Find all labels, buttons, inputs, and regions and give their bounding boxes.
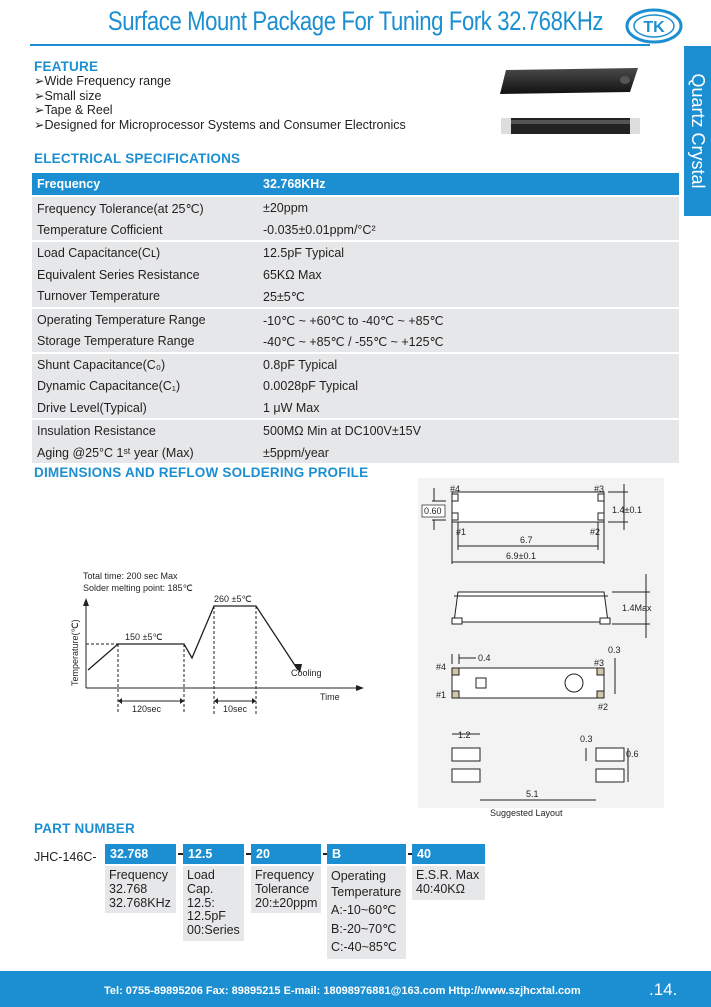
pin3-label: #3 <box>594 484 605 494</box>
spec-group <box>32 240 679 307</box>
spec-group <box>32 307 679 352</box>
spec-value: ±5ppm/year <box>263 445 329 460</box>
pin4-label: #4 <box>450 484 461 494</box>
pn-desc-line: B:-20~70℃ <box>331 921 397 936</box>
reflow-xlabel: Time <box>320 692 340 702</box>
dim-length-69: 6.9±0.1 <box>506 551 536 561</box>
dimension-drawing <box>418 478 664 823</box>
dim-pad-04: 0.4 <box>478 653 491 663</box>
pn-desc-line: 00:Series <box>187 923 240 938</box>
pn-desc-line: Operating <box>331 869 386 883</box>
dim-pad-06: 0.6 <box>626 749 639 759</box>
part-number-prefix: JHC-146C- <box>34 850 97 864</box>
pn-code-load-cap: 12.5 <box>183 844 244 864</box>
pn-desc-line: Tolerance <box>255 881 310 896</box>
dim-pad-060: 0.60 <box>424 506 442 516</box>
spec-row <box>32 197 679 219</box>
title-rule <box>30 44 650 46</box>
spec-row <box>32 375 679 397</box>
reflow-preheat-label: 150 ±5℃ <box>125 632 163 642</box>
spec-value: -40℃ ~ +85℃ / -55℃ ~ +125℃ <box>263 335 444 349</box>
spec-row <box>32 330 679 352</box>
spec-param: Frequency Tolerance(at 25℃) <box>37 202 204 216</box>
dim-pad-03b: 0.3 <box>580 734 593 744</box>
spec-param: Turnover Temperature <box>37 289 160 303</box>
spec-header-param: Frequency <box>37 177 101 191</box>
footer-contact: Tel: 0755-89895206 Fax: 89895215 E-mail: 18098976881@163.com Http://www.szjhcxtal.com <box>104 985 581 997</box>
pn-desc-line: Frequency <box>255 868 315 882</box>
feature-item: ➢Wide Frequency range <box>34 74 171 88</box>
pn-desc-temperature <box>327 866 406 959</box>
pn-desc-line: 32.768KHz <box>109 895 171 910</box>
dim-height-14max: 1.4Max <box>622 603 652 613</box>
spec-param: Operating Temperature Range <box>37 312 206 327</box>
pn-desc-line: Temperature <box>331 884 402 899</box>
dim-pad-03: 0.3 <box>608 645 621 655</box>
reflow-time-120: 120sec <box>132 704 162 714</box>
reflow-profile-diagram <box>66 566 366 721</box>
reflow-ylabel: Temperature(℃) <box>70 619 80 686</box>
pn-desc-line: 12.5: <box>187 895 215 910</box>
crystal-product-photo <box>498 62 643 142</box>
spec-header-row <box>32 173 679 195</box>
spec-param: Load Capacitance(Cʟ) <box>37 246 161 260</box>
pn-code-esr: 40 <box>412 844 485 864</box>
spec-param: Drive Level(Typical) <box>37 400 147 415</box>
reflow-time-10: 10sec <box>223 704 248 714</box>
dimensions-heading: DIMENSIONS AND REFLOW SOLDERING PROFILE <box>34 465 369 480</box>
spec-value: -10℃ ~ +60℃ to -40℃ ~ +85℃ <box>263 313 444 328</box>
pn-desc-frequency <box>105 866 176 913</box>
spec-row <box>32 219 679 241</box>
spec-row <box>32 242 679 264</box>
electrical-heading: ELECTRICAL SPECIFICATIONS <box>34 151 241 166</box>
spec-row <box>32 354 679 376</box>
pn-desc-line: Frequency <box>109 868 169 882</box>
dim-span-51: 5.1 <box>526 789 539 799</box>
spec-param: Equivalent Series Resistance <box>37 267 200 282</box>
feature-item: ➢Tape & Reel <box>34 103 113 117</box>
pin2-label: #2 <box>590 527 601 537</box>
pn-code-temperature: B <box>327 844 406 864</box>
spec-group <box>32 352 679 419</box>
pn-code-tolerance: 20 <box>251 844 321 864</box>
pn-desc-line: A:-10~60℃ <box>331 903 397 917</box>
suggested-layout-label: Suggested Layout <box>490 808 563 818</box>
pin4-bottom-label: #4 <box>436 662 447 672</box>
pn-desc-line: E.S.R. Max <box>416 868 480 882</box>
spec-value: 0.8pF Typical <box>263 357 338 372</box>
reflow-peak-label: 260 ±5℃ <box>214 594 252 604</box>
dim-length-67: 6.7 <box>520 535 533 545</box>
spec-value: 25±5℃ <box>263 290 305 304</box>
feature-item: ➢Small size <box>34 88 102 103</box>
spec-row <box>32 442 679 464</box>
pin1-bottom-label: #1 <box>436 690 447 700</box>
pn-desc-line: 32.768 <box>109 881 148 896</box>
pn-desc-load-cap <box>183 866 244 941</box>
dim-pad-12: 1.2 <box>458 730 471 740</box>
pn-desc-tolerance <box>251 866 321 913</box>
spec-row <box>32 264 679 286</box>
feature-list <box>34 74 406 132</box>
pn-desc-line: 12.5pF <box>187 909 226 924</box>
spec-header-value: 32.768KHz <box>263 177 326 191</box>
company-logo <box>625 8 683 44</box>
pn-desc-line: 20:±20ppm <box>255 895 318 910</box>
dim-width-14: 1.4±0.1 <box>612 505 642 515</box>
pn-desc-line: Load Cap. <box>187 868 215 896</box>
reflow-total-time: Total time: 200 sec Max <box>83 571 178 581</box>
feature-item: ➢Designed for Microprocessor Systems and Consumer Electronics <box>34 117 406 132</box>
page-footer <box>0 971 711 1007</box>
pn-desc-line: C:-40~85℃ <box>331 940 397 954</box>
spec-group <box>32 195 679 240</box>
spec-group <box>32 418 679 463</box>
spec-value: ±20ppm <box>263 201 309 215</box>
spec-value: -0.035±0.01ppm/°C² <box>263 222 376 237</box>
reflow-cooling-label: Cooling <box>291 668 322 678</box>
pn-desc-esr <box>412 866 485 900</box>
spec-param: Insulation Resistance <box>37 424 156 438</box>
spec-value: 1 μW Max <box>263 400 320 415</box>
svg-text:TK: TK <box>643 19 665 36</box>
spec-param: Aging @25°C 1ˢᵗ year (Max) <box>37 445 194 460</box>
pn-desc-line: 40:40KΩ <box>416 881 465 896</box>
pn-code-frequency: 32.768 <box>105 844 176 864</box>
pin2-bottom-label: #2 <box>598 702 609 712</box>
electrical-spec-table <box>32 173 679 463</box>
spec-value: 65KΩ Max <box>263 267 322 282</box>
side-tab-label: Quartz Crystal <box>688 73 708 189</box>
part-number-heading: PART NUMBER <box>34 821 135 836</box>
spec-row <box>32 309 679 331</box>
spec-row <box>32 285 679 307</box>
pin3-bottom-label: #3 <box>594 658 605 668</box>
reflow-melting-point: Solder melting point: 185℃ <box>83 583 193 593</box>
page-number: .14. <box>649 980 678 999</box>
side-category-tab <box>684 46 711 216</box>
spec-param: Dynamic Capacitance(C₁) <box>37 379 181 393</box>
spec-row <box>32 397 679 419</box>
pin1-label: #1 <box>456 527 467 537</box>
spec-param: Storage Temperature Range <box>37 334 195 348</box>
spec-value: 0.0028pF Typical <box>263 379 358 393</box>
feature-heading: FEATURE <box>34 59 99 74</box>
page-title: Surface Mount Package For Tuning Fork 32.768KHz <box>107 6 604 36</box>
spec-value: 12.5pF Typical <box>263 246 345 260</box>
spec-param: Shunt Capacitance(C₀) <box>37 357 166 372</box>
spec-row <box>32 420 679 442</box>
spec-param: Temperature Cofficient <box>37 222 163 237</box>
spec-value: 500MΩ Min at DC100V±15V <box>263 424 421 438</box>
